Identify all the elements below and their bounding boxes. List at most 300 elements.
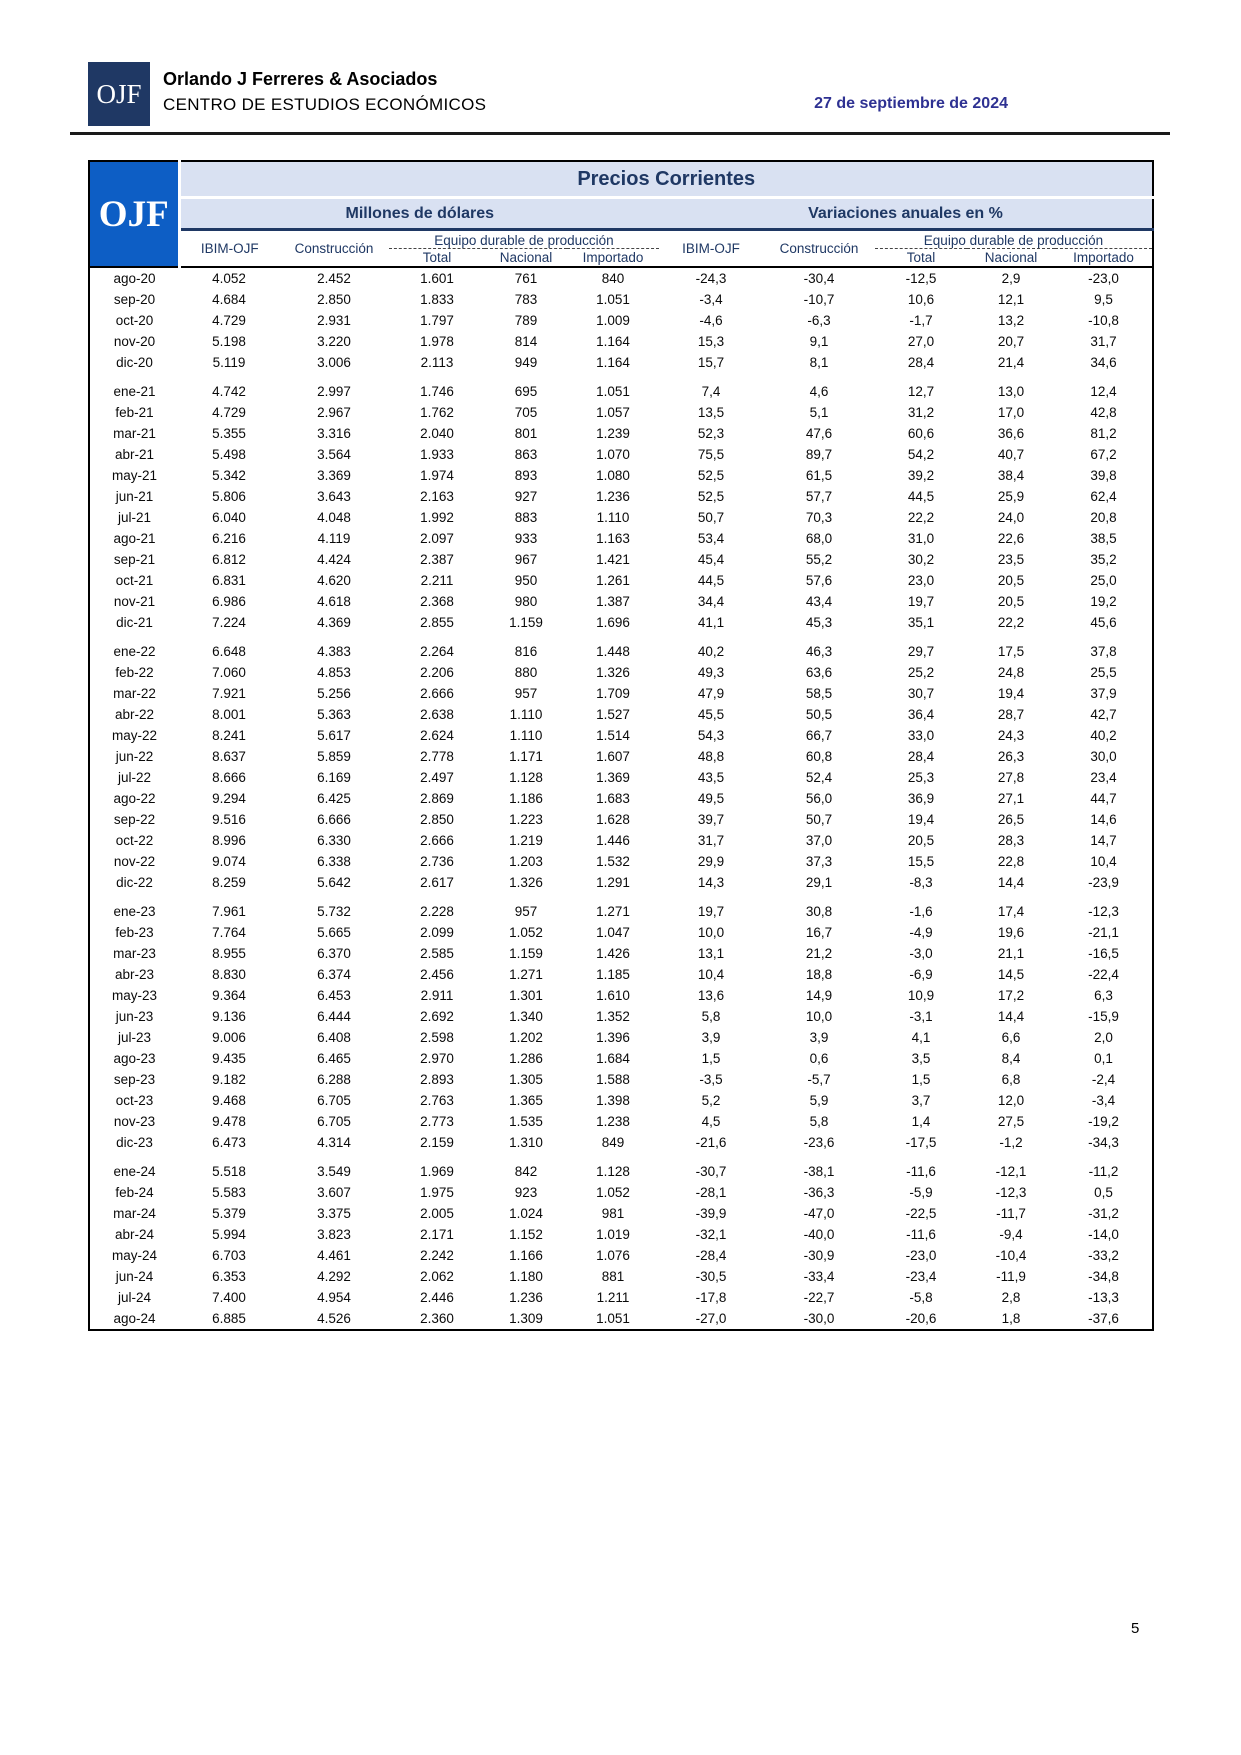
value-cell: 4.383 xyxy=(317,644,351,659)
value-cell: 2,9 xyxy=(1001,271,1021,286)
value-cell: 8.637 xyxy=(212,749,246,764)
value-cell: -40,0 xyxy=(803,1227,835,1242)
value-cell: 25,2 xyxy=(907,665,935,680)
value-cell: 4.853 xyxy=(317,665,351,680)
value-cell: 9.006 xyxy=(212,1030,246,1045)
value-cell: -30,4 xyxy=(803,271,835,286)
value-cell: 8.830 xyxy=(212,967,246,982)
table-row xyxy=(89,1224,1153,1245)
value-cell: 5,2 xyxy=(701,1093,721,1108)
value-cell: -12,1 xyxy=(995,1164,1027,1179)
value-cell: 2,0 xyxy=(1094,1030,1113,1045)
value-cell: 4.526 xyxy=(317,1311,351,1326)
value-cell: -20,6 xyxy=(905,1311,937,1326)
value-cell: 44,5 xyxy=(907,489,935,504)
company-logo xyxy=(88,62,150,126)
month-cell: may-21 xyxy=(111,468,157,483)
year-gap-cell xyxy=(89,633,1153,641)
value-cell: 14,3 xyxy=(697,875,725,890)
value-cell: 2.692 xyxy=(420,1009,454,1024)
value-cell: 1.110 xyxy=(596,510,630,525)
value-cell: 43,5 xyxy=(697,770,725,785)
company-block xyxy=(163,66,486,118)
value-cell: 24,3 xyxy=(997,728,1025,743)
table-row xyxy=(89,662,1153,683)
month-cell: may-23 xyxy=(111,988,157,1003)
col-header-equipo-left: Equipo durable de producción xyxy=(389,230,659,249)
value-cell: 10,0 xyxy=(697,925,725,940)
month-cell: jun-23 xyxy=(115,1009,154,1024)
value-cell: 50,7 xyxy=(805,812,833,827)
value-cell: 30,8 xyxy=(805,904,833,919)
value-cell: -1,6 xyxy=(909,904,933,919)
value-cell: -9,4 xyxy=(999,1227,1023,1242)
col-header-total-right: Total xyxy=(875,249,967,268)
value-cell: 22,2 xyxy=(907,510,935,525)
value-cell: 923 xyxy=(514,1185,538,1200)
page-number: 5 xyxy=(1131,1620,1140,1637)
value-cell: 19,4 xyxy=(997,686,1025,701)
value-cell: 23,0 xyxy=(907,573,935,588)
value-cell: 26,3 xyxy=(997,749,1025,764)
value-cell: -11,7 xyxy=(996,1206,1026,1221)
value-cell: 3.564 xyxy=(317,447,351,462)
value-cell: 1.128 xyxy=(509,770,543,785)
value-cell: 1.180 xyxy=(509,1269,543,1284)
value-cell: 1.326 xyxy=(596,665,630,680)
value-cell: 27,1 xyxy=(997,791,1025,806)
table-row xyxy=(89,830,1153,851)
value-cell: 52,5 xyxy=(697,468,725,483)
month-cell: oct-20 xyxy=(115,313,154,328)
group-header-millones: Millones de dólares xyxy=(179,198,659,230)
value-cell: -31,2 xyxy=(1088,1206,1119,1221)
value-cell: 2.005 xyxy=(420,1206,454,1221)
value-cell: 880 xyxy=(514,665,538,680)
value-cell: 29,1 xyxy=(805,875,833,890)
value-cell: 5,1 xyxy=(809,405,829,420)
value-cell: 1.446 xyxy=(596,833,630,848)
value-cell: -12,3 xyxy=(1088,904,1119,919)
value-cell: 1.532 xyxy=(596,854,630,869)
value-cell: 1.236 xyxy=(596,489,630,504)
value-cell: 25,9 xyxy=(997,489,1025,504)
value-cell: 36,6 xyxy=(997,426,1025,441)
value-cell: 893 xyxy=(514,468,538,483)
value-cell: -17,5 xyxy=(905,1135,937,1150)
value-cell: 0,6 xyxy=(809,1051,829,1066)
value-cell: 1.051 xyxy=(596,292,630,307)
value-cell: 4.954 xyxy=(317,1290,351,1305)
value-cell: 0,1 xyxy=(1094,1051,1113,1066)
value-cell: 1.978 xyxy=(420,334,454,349)
value-cell: 1.051 xyxy=(596,384,630,399)
table-row xyxy=(89,725,1153,746)
value-cell: 19,7 xyxy=(697,904,725,919)
value-cell: 1.185 xyxy=(596,967,630,982)
value-cell: 1.398 xyxy=(596,1093,630,1108)
value-cell: 1.365 xyxy=(509,1093,543,1108)
table-row xyxy=(89,528,1153,549)
value-cell: 2.062 xyxy=(420,1269,454,1284)
table-row xyxy=(89,809,1153,830)
table-logo-cell: OJF xyxy=(89,161,179,267)
value-cell: 31,2 xyxy=(907,405,935,420)
value-cell: 2.211 xyxy=(420,573,454,588)
value-cell: 3.220 xyxy=(317,334,351,349)
value-cell: 9.294 xyxy=(212,791,246,806)
value-cell: 957 xyxy=(514,686,538,701)
value-cell: 2.206 xyxy=(420,665,454,680)
value-cell: 2.585 xyxy=(420,946,454,961)
value-cell: 42,7 xyxy=(1090,707,1117,722)
value-cell: 4.742 xyxy=(212,384,246,399)
value-cell: 5.665 xyxy=(317,925,351,940)
table-row xyxy=(89,1006,1153,1027)
value-cell: 12,1 xyxy=(997,292,1025,307)
value-cell: 1.163 xyxy=(596,531,630,546)
value-cell: 3,9 xyxy=(809,1030,829,1045)
table-row xyxy=(89,331,1153,352)
company-logo-text: OJF xyxy=(96,78,142,109)
value-cell: -23,6 xyxy=(803,1135,835,1150)
value-cell: 2.624 xyxy=(420,728,454,743)
value-cell: 4.461 xyxy=(317,1248,351,1263)
value-cell: 9.182 xyxy=(212,1072,246,1087)
value-cell: 1.709 xyxy=(596,686,630,701)
value-cell: 1.271 xyxy=(596,904,630,919)
value-cell: 52,3 xyxy=(697,426,725,441)
table-row xyxy=(89,444,1153,465)
value-cell: 41,1 xyxy=(697,615,725,630)
table-row xyxy=(89,465,1153,486)
month-cell: sep-20 xyxy=(113,292,156,307)
value-cell: 45,6 xyxy=(1090,615,1117,630)
value-cell: 25,5 xyxy=(1090,665,1117,680)
value-cell: 10,6 xyxy=(907,292,935,307)
value-cell: 883 xyxy=(514,510,538,525)
value-cell: 21,1 xyxy=(997,946,1025,961)
value-cell: 19,2 xyxy=(1090,594,1117,609)
value-cell: 4.684 xyxy=(212,292,246,307)
value-cell: -11,6 xyxy=(906,1227,936,1242)
value-cell: 6.705 xyxy=(317,1093,351,1108)
value-cell: 6,6 xyxy=(1001,1030,1021,1045)
value-cell: 10,9 xyxy=(907,988,935,1003)
value-cell: -3,4 xyxy=(699,292,723,307)
value-cell: -22,5 xyxy=(905,1206,937,1221)
value-cell: 1.009 xyxy=(596,313,630,328)
month-cell: sep-21 xyxy=(113,552,156,567)
value-cell: 1,5 xyxy=(701,1051,721,1066)
table-row xyxy=(89,1132,1153,1153)
value-cell: -15,9 xyxy=(1088,1009,1119,1024)
value-cell: 89,7 xyxy=(805,447,833,462)
value-cell: -39,9 xyxy=(695,1206,727,1221)
value-cell: 5.994 xyxy=(212,1227,246,1242)
value-cell: 1.019 xyxy=(596,1227,630,1242)
value-cell: -23,0 xyxy=(905,1248,937,1263)
value-cell: 14,7 xyxy=(1090,833,1117,848)
value-cell: 34,6 xyxy=(1090,355,1117,370)
value-cell: 3,7 xyxy=(911,1093,931,1108)
value-cell: 20,5 xyxy=(907,833,935,848)
value-cell: 9.364 xyxy=(212,988,246,1003)
value-cell: 1.152 xyxy=(509,1227,543,1242)
table-row xyxy=(89,352,1153,373)
value-cell: 8.666 xyxy=(212,770,246,785)
value-cell: 1.797 xyxy=(420,313,454,328)
value-cell: -23,9 xyxy=(1088,875,1119,890)
value-cell: 1.203 xyxy=(509,854,543,869)
value-cell: 1.223 xyxy=(509,812,543,827)
value-cell: 5.642 xyxy=(317,875,351,890)
value-cell: 52,4 xyxy=(805,770,833,785)
value-cell: 2.242 xyxy=(420,1248,454,1263)
value-cell: 49,5 xyxy=(697,791,725,806)
table-row xyxy=(89,683,1153,704)
value-cell: 60,6 xyxy=(907,426,935,441)
table-row xyxy=(89,1161,1153,1182)
month-cell: dic-23 xyxy=(116,1135,153,1150)
value-cell: 5.583 xyxy=(212,1185,246,1200)
value-cell: 57,7 xyxy=(805,489,833,504)
month-cell: mar-23 xyxy=(113,946,156,961)
table-row xyxy=(89,872,1153,893)
col-header-construccion-right: Construcción xyxy=(763,230,875,268)
value-cell: 6.408 xyxy=(317,1030,351,1045)
value-cell: -10,7 xyxy=(803,292,835,307)
table-row xyxy=(89,922,1153,943)
value-cell: 1.369 xyxy=(596,770,630,785)
value-cell: 5.355 xyxy=(212,426,246,441)
value-cell: 12,4 xyxy=(1090,384,1117,399)
table-row xyxy=(89,310,1153,331)
value-cell: 4.369 xyxy=(317,615,351,630)
table-title: Precios Corrientes xyxy=(179,161,1153,198)
value-cell: 53,4 xyxy=(697,531,725,546)
value-cell: 66,7 xyxy=(805,728,833,743)
month-cell: may-24 xyxy=(111,1248,157,1263)
value-cell: 55,2 xyxy=(805,552,833,567)
value-cell: 10,4 xyxy=(697,967,725,982)
data-table xyxy=(88,160,1154,1331)
value-cell: 39,7 xyxy=(697,812,725,827)
month-cell: feb-21 xyxy=(115,405,154,420)
value-cell: 50,7 xyxy=(697,510,725,525)
value-cell: 68,0 xyxy=(805,531,833,546)
month-cell: ago-23 xyxy=(113,1051,156,1066)
value-cell: 4,5 xyxy=(701,1114,721,1129)
value-cell: 8.259 xyxy=(212,875,246,890)
value-cell: -5,7 xyxy=(807,1072,831,1087)
value-cell: -19,2 xyxy=(1088,1114,1119,1129)
value-cell: 33,0 xyxy=(907,728,935,743)
month-cell: oct-21 xyxy=(115,573,154,588)
table-row xyxy=(89,591,1153,612)
value-cell: -17,8 xyxy=(695,1290,727,1305)
value-cell: 1.301 xyxy=(509,988,543,1003)
value-cell: 4.618 xyxy=(317,594,351,609)
value-cell: 980 xyxy=(514,594,538,609)
year-gap-cell xyxy=(89,1153,1153,1161)
value-cell: 35,1 xyxy=(907,615,935,630)
value-cell: 2.850 xyxy=(420,812,454,827)
header-divider xyxy=(70,132,1170,135)
value-cell: 1.448 xyxy=(596,644,630,659)
value-cell: -2,4 xyxy=(1091,1072,1116,1087)
value-cell: 29,7 xyxy=(907,644,935,659)
value-cell: 21,4 xyxy=(997,355,1025,370)
value-cell: 23,4 xyxy=(1090,770,1117,785)
table-row xyxy=(89,943,1153,964)
value-cell: 1.236 xyxy=(509,1290,543,1305)
value-cell: 7.764 xyxy=(212,925,246,940)
month-cell: jun-21 xyxy=(115,489,154,504)
table-subgroup-row xyxy=(89,230,1153,249)
value-cell: 6.812 xyxy=(212,552,246,567)
group-header-variaciones: Variaciones anuales en % xyxy=(659,198,1153,230)
value-cell: 1.159 xyxy=(509,615,543,630)
value-cell: -22,4 xyxy=(1088,967,1119,982)
col-header-nacional-left: Nacional xyxy=(485,249,567,268)
value-cell: -14,0 xyxy=(1088,1227,1119,1242)
value-cell: -32,1 xyxy=(695,1227,727,1242)
value-cell: 1.051 xyxy=(596,1311,630,1326)
value-cell: 4.729 xyxy=(212,313,246,328)
value-cell: 842 xyxy=(514,1164,538,1179)
col-header-equipo-right: Equipo durable de producción xyxy=(875,230,1153,249)
value-cell: 1.047 xyxy=(596,925,630,940)
value-cell: 1.396 xyxy=(596,1030,630,1045)
value-cell: 6.473 xyxy=(212,1135,246,1150)
value-cell: 4.729 xyxy=(212,405,246,420)
month-cell: ene-24 xyxy=(113,1164,156,1179)
value-cell: 7.224 xyxy=(212,615,246,630)
value-cell: 7,4 xyxy=(701,384,721,399)
value-cell: 22,8 xyxy=(997,854,1025,869)
value-cell: 4.620 xyxy=(317,573,351,588)
value-cell: -6,9 xyxy=(909,967,933,982)
value-cell: -10,8 xyxy=(1088,313,1119,328)
value-cell: 9,1 xyxy=(809,334,829,349)
month-cell: ene-23 xyxy=(113,904,156,919)
year-gap-cell xyxy=(89,373,1153,381)
value-cell: 9.478 xyxy=(212,1114,246,1129)
table-row xyxy=(89,486,1153,507)
value-cell: 37,0 xyxy=(805,833,833,848)
month-cell: ene-22 xyxy=(113,644,156,659)
value-cell: 45,3 xyxy=(805,615,833,630)
value-cell: 3.823 xyxy=(317,1227,351,1242)
value-cell: 2.869 xyxy=(420,791,454,806)
value-cell: 20,5 xyxy=(997,573,1025,588)
month-cell: ene-21 xyxy=(113,384,156,399)
value-cell: 2.598 xyxy=(420,1030,454,1045)
value-cell: 967 xyxy=(514,552,538,567)
value-cell: 54,2 xyxy=(907,447,935,462)
value-cell: 47,9 xyxy=(697,686,725,701)
table-row xyxy=(89,267,1153,289)
table-row xyxy=(89,1203,1153,1224)
value-cell: 28,7 xyxy=(997,707,1025,722)
value-cell: 27,5 xyxy=(997,1114,1025,1129)
value-cell: 24,0 xyxy=(997,510,1025,525)
value-cell: 2.773 xyxy=(420,1114,454,1129)
table-row xyxy=(89,1287,1153,1308)
table-row xyxy=(89,381,1153,402)
value-cell: 19,4 xyxy=(907,812,935,827)
month-cell: abr-23 xyxy=(114,967,155,982)
value-cell: 6.169 xyxy=(317,770,351,785)
value-cell: -16,5 xyxy=(1088,946,1119,961)
value-cell: 5,8 xyxy=(701,1009,721,1024)
table-row xyxy=(89,507,1153,528)
value-cell: 2.159 xyxy=(420,1135,454,1150)
value-cell: 16,7 xyxy=(805,925,833,940)
value-cell: 45,5 xyxy=(697,707,725,722)
value-cell: 4,1 xyxy=(911,1030,931,1045)
value-cell: 2.970 xyxy=(420,1051,454,1066)
value-cell: 1.933 xyxy=(420,447,454,462)
value-cell: 3.643 xyxy=(317,489,351,504)
value-cell: 14,4 xyxy=(997,875,1025,890)
value-cell: 2.360 xyxy=(420,1311,454,1326)
value-cell: 1.833 xyxy=(420,292,454,307)
value-cell: 5,9 xyxy=(809,1093,829,1108)
value-cell: 24,8 xyxy=(997,665,1025,680)
value-cell: 1.291 xyxy=(596,875,630,890)
value-cell: 6,3 xyxy=(1094,988,1113,1003)
value-cell: 1.696 xyxy=(596,615,630,630)
value-cell: 2.893 xyxy=(420,1072,454,1087)
value-cell: 45,4 xyxy=(697,552,725,567)
value-cell: 54,3 xyxy=(697,728,725,743)
value-cell: 47,6 xyxy=(805,426,833,441)
value-cell: 63,6 xyxy=(805,665,833,680)
value-cell: 1.171 xyxy=(509,749,543,764)
value-cell: 1.326 xyxy=(509,875,543,890)
value-cell: 2.638 xyxy=(420,707,454,722)
value-cell: 5.198 xyxy=(212,334,246,349)
value-cell: 14,6 xyxy=(1090,812,1117,827)
value-cell: 4.119 xyxy=(317,531,351,546)
value-cell: 6.648 xyxy=(212,644,246,659)
value-cell: -30,9 xyxy=(803,1248,835,1263)
table-row xyxy=(89,767,1153,788)
value-cell: 1.628 xyxy=(596,812,630,827)
value-cell: 17,5 xyxy=(997,644,1025,659)
year-gap-row xyxy=(89,373,1153,381)
value-cell: 2.850 xyxy=(317,292,351,307)
value-cell: 1.052 xyxy=(509,925,543,940)
month-cell: mar-24 xyxy=(113,1206,156,1221)
year-gap-row xyxy=(89,893,1153,901)
value-cell: 6.465 xyxy=(317,1051,351,1066)
value-cell: 1.238 xyxy=(596,1114,630,1129)
value-cell: 30,2 xyxy=(907,552,935,567)
value-cell: 816 xyxy=(514,644,538,659)
value-cell: 2.736 xyxy=(420,854,454,869)
month-cell: nov-23 xyxy=(113,1114,156,1129)
value-cell: -27,0 xyxy=(695,1311,727,1326)
value-cell: 6.986 xyxy=(212,594,246,609)
value-cell: 1.128 xyxy=(596,1164,630,1179)
month-cell: ago-22 xyxy=(113,791,156,806)
value-cell: 17,0 xyxy=(997,405,1025,420)
month-cell: feb-23 xyxy=(115,925,154,940)
value-cell: 2.387 xyxy=(420,552,454,567)
